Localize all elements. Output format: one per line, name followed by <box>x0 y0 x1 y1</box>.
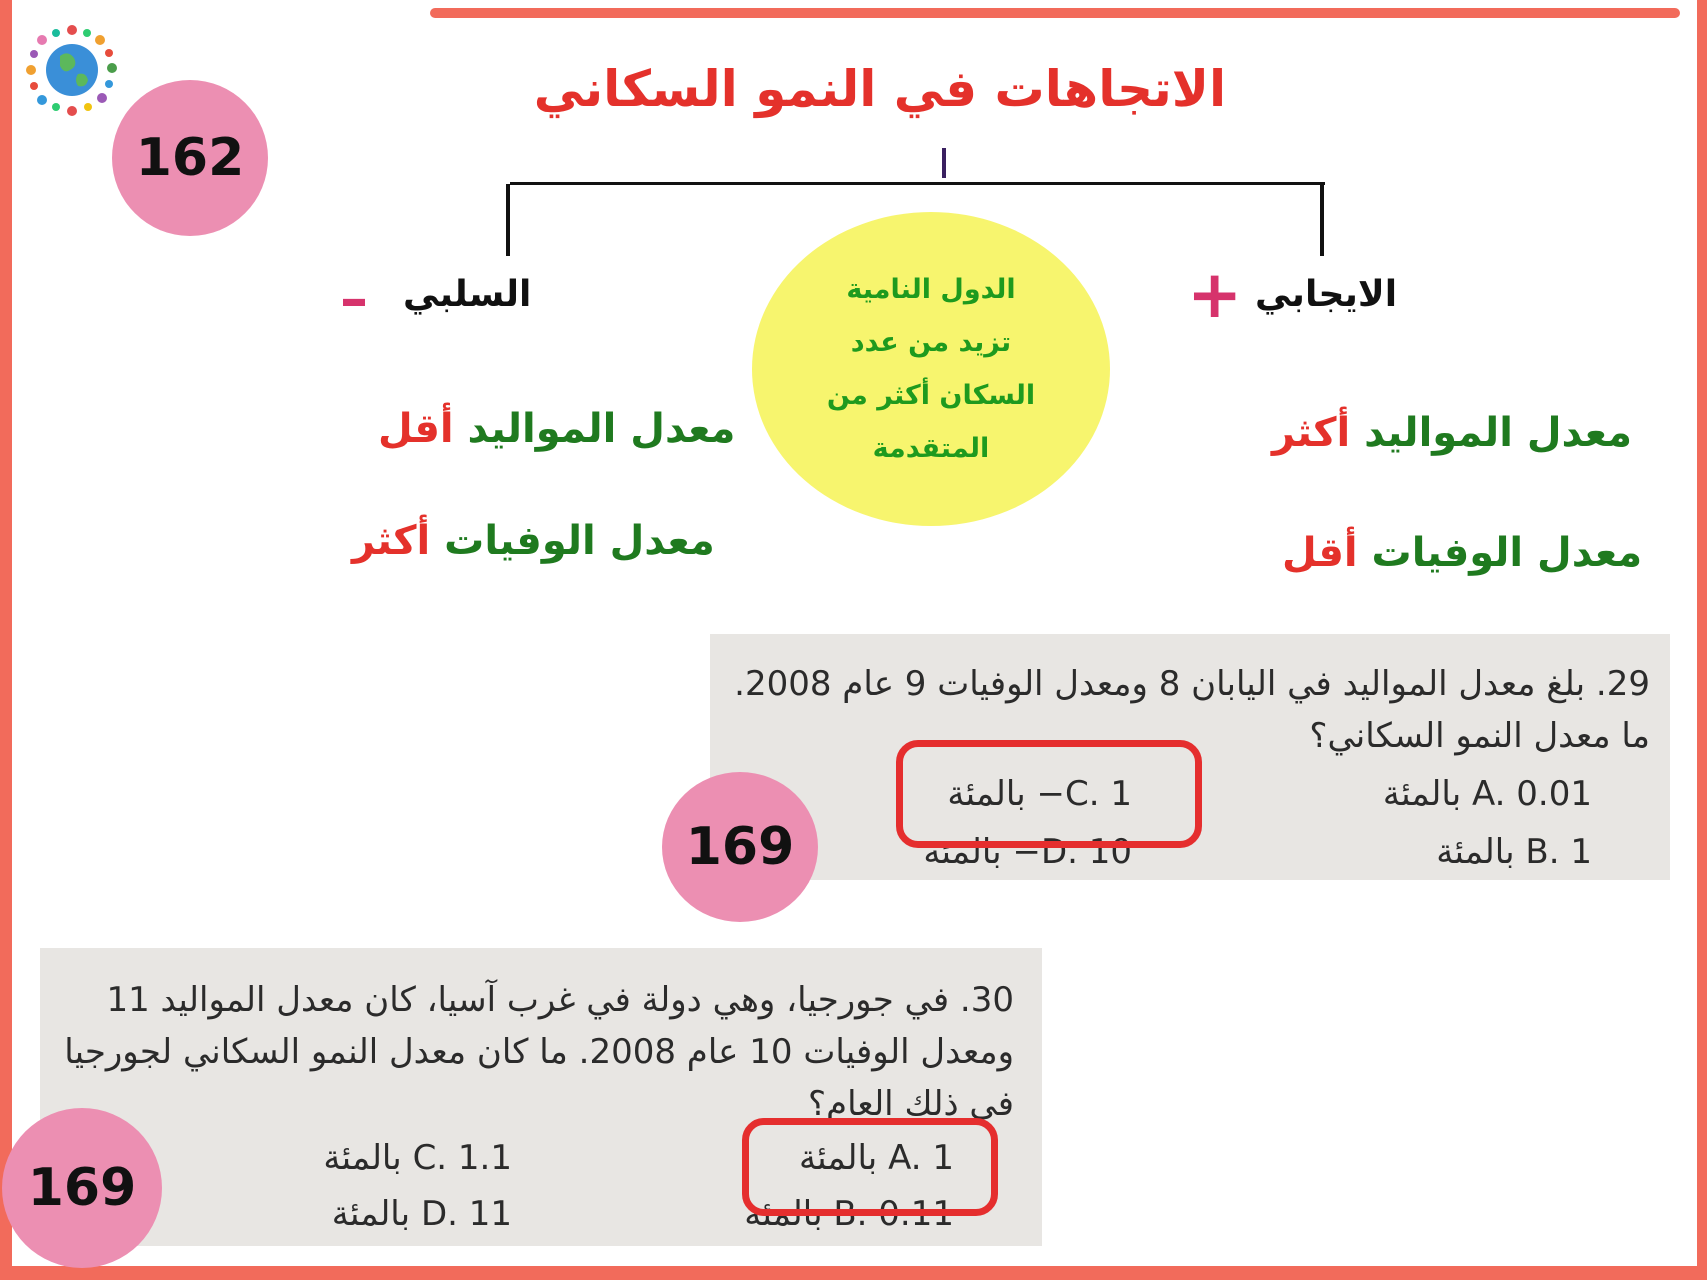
stat-value: أكثر <box>352 518 431 564</box>
stat-value: أكثر <box>1272 410 1351 456</box>
center-note-ellipse <box>752 212 1110 526</box>
stat-value: أقل <box>1282 530 1358 576</box>
badge-text: 169 <box>685 817 795 877</box>
plus-sign-icon: + <box>1187 256 1243 333</box>
stat-value: أقل <box>378 406 454 452</box>
frame-bottom-border <box>0 1266 1707 1280</box>
question-29-answer-highlight <box>896 740 1202 848</box>
question-30-option-d: D. 11 بالمئة <box>331 1194 512 1234</box>
badge-text: 162 <box>135 128 245 188</box>
question-30-text: 30. في جورجيا، وهي دولة في غرب آسيا، كان معدل المواليد 11 ومعدل الوفيات 10 عام 2008. ما كان معدل النمو السكاني لجورجيا في ذلك العام؟ <box>64 980 1014 1124</box>
frame-right-border <box>1697 0 1707 1280</box>
question-29-option-d: D. 10− بالمئة <box>923 832 1132 872</box>
question-30-option-b: B. 0.11 بالمئة <box>744 1194 954 1234</box>
minus-sign-icon: – <box>340 267 368 332</box>
frame-left-border <box>0 0 12 1280</box>
center-note-line: الدول النامية <box>846 274 1016 305</box>
globe-children-logo-icon <box>20 18 125 123</box>
question-29-text: 29. بلغ معدل المواليد في اليابان 8 ومعدل الوفيات 9 عام 2008. ما معدل النمو السكاني؟ <box>734 664 1650 756</box>
stat-label: معدل الوفيات <box>444 518 715 564</box>
positive-label: الايجابي <box>1255 274 1398 315</box>
page-number-badge-162 <box>112 80 268 236</box>
tree-right-branch <box>1320 184 1324 256</box>
question-29-option-c: C. 1− بالمئة <box>947 774 1132 814</box>
center-note-line: السكان أكثر من <box>826 380 1036 411</box>
badge-text: 169 <box>27 1158 137 1218</box>
positive-births-stat <box>1272 410 1632 456</box>
frame-top-border <box>430 8 1680 18</box>
question-30-option-c: C. 1.1 بالمئة <box>323 1138 512 1178</box>
tree-left-branch <box>506 184 510 256</box>
stat-label: معدل الوفيات <box>1371 530 1643 576</box>
center-note-line: تزيد من عدد <box>850 327 1012 358</box>
stat-label: معدل المواليد <box>1364 410 1632 456</box>
page-title: الاتجاهات في النمو السكاني <box>533 60 1227 118</box>
negative-deaths-stat <box>352 518 715 564</box>
question-29-option-b: B. 1 بالمئة <box>1436 832 1592 872</box>
negative-births-stat <box>378 406 735 452</box>
center-note-line: المتقدمة <box>872 433 990 464</box>
stat-label: معدل المواليد <box>467 406 736 452</box>
question-30-answer-highlight <box>742 1118 998 1216</box>
question-30-option-a: A. 1 بالمئة <box>798 1138 954 1178</box>
page-number-badge-169-middle <box>662 772 818 922</box>
center-note-text <box>781 263 1081 475</box>
tree-center-tick <box>942 148 946 178</box>
question-29-option-a: A. 0.01 بالمئة <box>1382 774 1592 814</box>
tree-horizontal-line <box>510 182 1325 185</box>
positive-deaths-stat <box>1282 530 1642 576</box>
negative-label: السلبي <box>403 274 532 315</box>
page-number-badge-169-bottom <box>2 1108 162 1268</box>
